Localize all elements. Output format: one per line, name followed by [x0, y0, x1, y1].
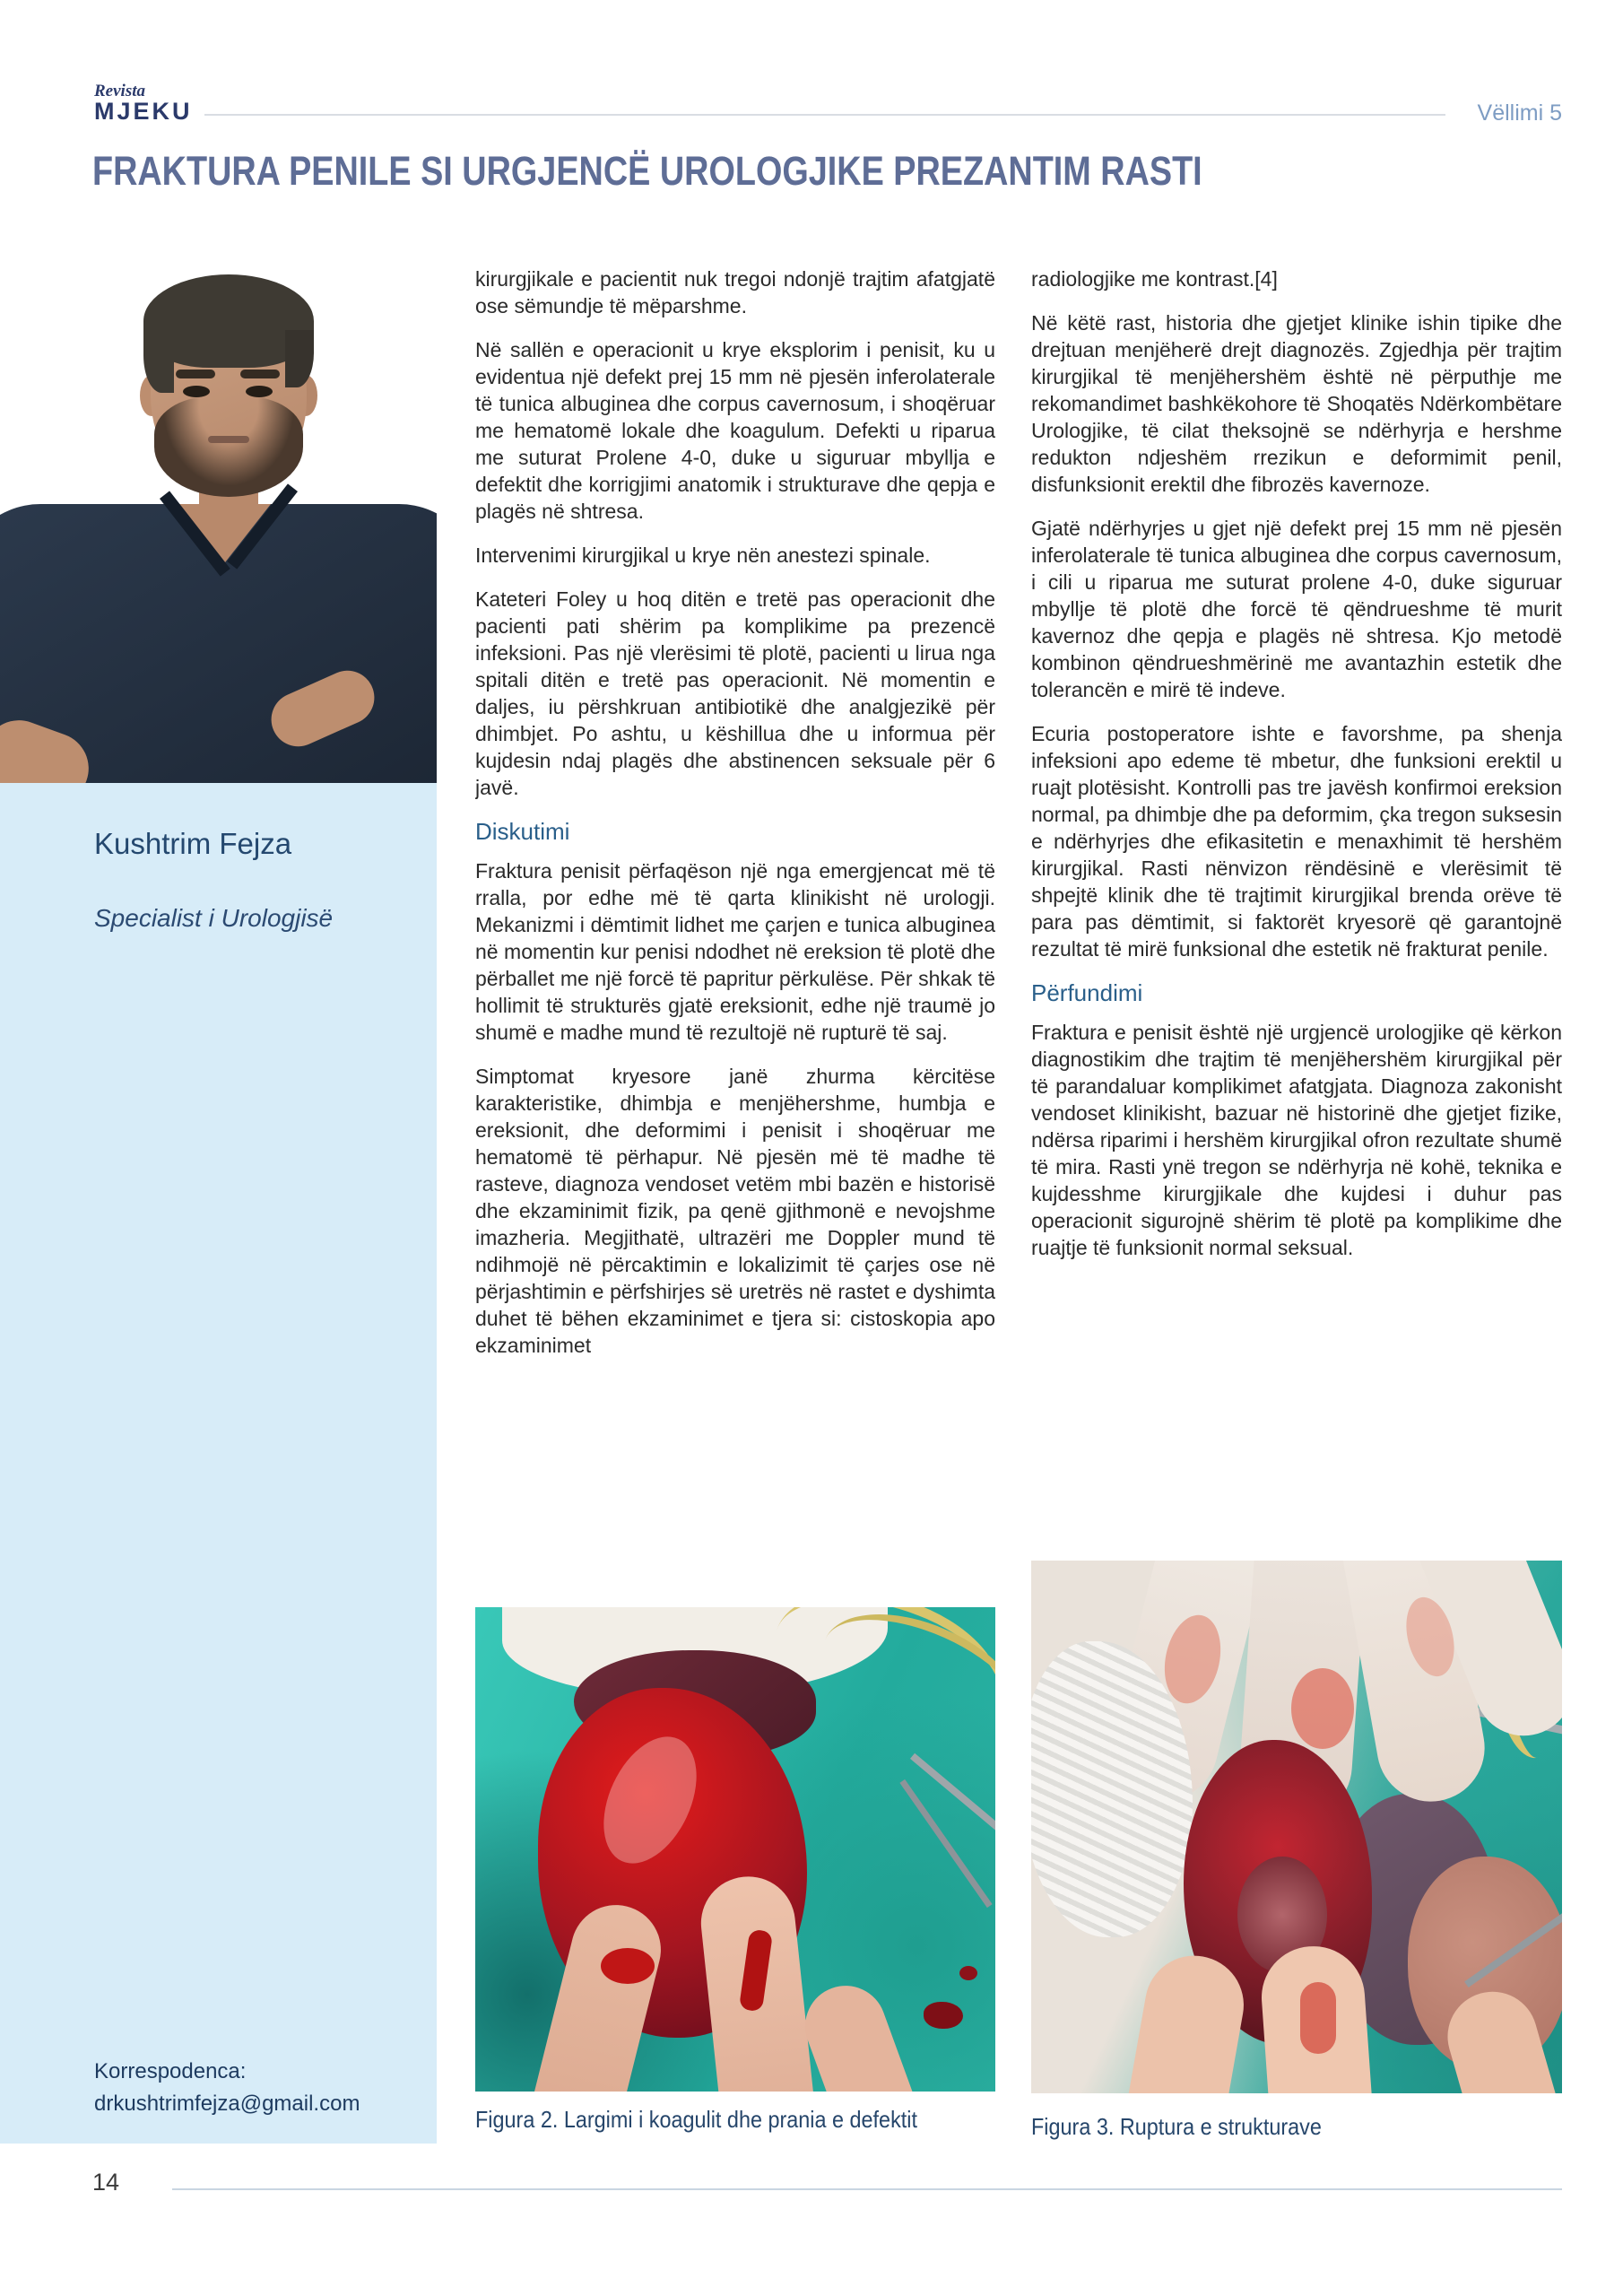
text-column-left: [475, 265, 995, 1598]
paragraph: Në këtë rast, historia dhe gjetjet klinike ishin tipike dhe drejtuan menjëherë drejt diagnozës. Zgjedhja për trajtim kirurgjikal të menjëhershëm është në përputhje me rekomandimet bashkëkohore të Shoqatës Ndërkombëtare Urologjike, të cilat theksojnë se ndërhyrja e hershme redukton ndjeshëm rrezikun e deformimit penil, disfunksionit erektil dhe fibrozës kavernoze.: [1031, 311, 1562, 496]
blood-clot: [959, 1966, 977, 1980]
blood-streak: [601, 1948, 655, 1984]
journal-logo-name: MJEKU: [94, 98, 193, 125]
blood-smudge: [1300, 1982, 1336, 2054]
photo-eye-right: [246, 386, 273, 397]
photo-eye-left: [183, 386, 210, 397]
volume-label: Vëllimi 5: [1477, 100, 1562, 126]
paragraph: Fraktura penisit përfaqëson një nga emergjencat më të rralla, por edhe më të qarta klinikisht në urologji. Mekanizmi i dëmtimit lidhet me çarjen e tunica albuginea në momentin kur penisi ndodhet në ereksion të plotë dhe përballet me një forcë të papritur përkulëse. Për shkak të hollimit të strukturës gjatë ereksionit, edhe një traumë jo shumë e madhe mund të rezultojë në rupturë të saj.: [475, 859, 995, 1044]
photo-brow-right: [240, 370, 280, 378]
journal-logo-script: Revista: [94, 82, 145, 100]
blood-smudge: [1291, 1668, 1354, 1749]
header-rule: [204, 114, 1445, 116]
section-heading-diskutimi: Diskutimi: [475, 818, 570, 845]
paragraph: Kateteri Foley u hoq ditën e tretë pas operacionit dhe pacienti pati shërim pa komplikime pa prezencë infeksioni. Pas një vlerësimi të plotë, pacienti u lirua nga spitali ditën e tretë pas operacionit. Në momentin e daljes, iu përshkruan antibiotikë dhe analgjezikë për dhimbjet. Po ashtu, u këshillua dhe u informua për kujdesin ndaj plagës dhe abstinencen seksuale për 6 javë.: [475, 587, 995, 799]
article-title: FRAKTURA PENILE SI URGJENCË UROLOGJIKE PREZANTIM RASTI: [92, 148, 1202, 194]
footer-rule: [172, 2188, 1562, 2190]
paragraph: Intervenimi kirurgjikal u krye nën anestezi spinale.: [475, 544, 931, 567]
correspondence-email: drkushtrimfejza@gmail.com: [94, 2092, 360, 2116]
paragraph: Ecuria postoperatore ishte e favorshme, pa shenja infeksioni apo edeme të mbetur, dhe funksioni erektil u ruajt plotësisht. Kontrolli pas tre javësh konfirmoi ereksion normal, pa dhimbje dhe pa deformim, çka tregon suksesin e ndërhyrjes dhe efikasitetin e menaxhimit të hershëm kirurgjikal. Rasti nënvizon rëndësinë e vlerësimit të shpejtë klinik dhe të trajtimit kirurgjikal brenda orëve të para pas dëmtimit, si faktorët kryesorë që garantojnë rezultat të mirë funksional dhe estetik në frakturat penile.: [1031, 722, 1562, 961]
figure-2-image: [475, 1607, 995, 2092]
sidebar-background: [0, 783, 437, 2144]
author-photo: [0, 260, 437, 783]
author-name: Kushtrim Fejza: [94, 827, 292, 860]
journal-logo: [94, 83, 193, 124]
figure-3-image: [1031, 1561, 1562, 2093]
author-role: Specialist i Urologjisë: [94, 904, 334, 932]
paragraph: Gjatë ndërhyrjes u gjet një defekt prej 15 mm në pjesën inferolaterale të tunica albuginea dhe corpus cavernosum, i cili u riparua me suturat prolene 4-0, duke siguruar mbyllje të plotë dhe forcë të qëndrueshme të murit kavernoz dhe qepja e plagës në shtresa. Kjo metodë kombinon qëndrueshmërinë me avantazhin estetik dhe tolerancën e mirë të indeve.: [1031, 517, 1562, 701]
correspondence-block: [94, 2056, 360, 2120]
figure-2-caption: Figura 2. Largimi i koagulit dhe prania e defektit: [475, 2106, 917, 2133]
photo-mouth: [208, 436, 249, 443]
paragraph: Në sallën e operacionit u krye eksplorim i penisit, ku u evidentua një defekt prej 15 mm në pjesën inferolaterale të tunica albuginea dhe corpus cavernosum, i shoqëruar me hematomë lokale dhe koagulum. Defekti u riparua me suturat Prolene 4-0, duke u siguruar mbyllja e defektit dhe korrigjimi anatomik i strukturave dhe qepja e plagës në shtresa.: [475, 338, 995, 523]
correspondence-label: Korrespodenca:: [94, 2059, 247, 2083]
page-number: 14: [92, 2169, 120, 2196]
paragraph: Simptomat kryesore janë zhurma kërcitëse karakteristike, dhimbja e menjëhershme, humbja e ereksionit, dhe deformimi i penisit i shoqëruar me hematomë të përhapur. Në pjesën më të madhe të rasteve, diagnoza vendoset vetëm mbi bazën e historisë dhe ekzaminimit fizik, pa qenë gjithmonë e nevojshme imazheria. Megjithatë, ultrazëri me Doppler mund të ndihmojë në përcaktimin e lokalizimit të çarjes ose në përjashtimin e përfshirjes së uretrës në rastet e dyshimta duhet të bëhen ekzaminimet e tjera si: cistoskopia apo ekzaminimet: [475, 1065, 995, 1357]
blood-clot: [924, 2002, 963, 2029]
section-heading-perfundimi: Përfundimi: [1031, 979, 1143, 1006]
text-column-right: [1031, 265, 1562, 1552]
photo-brow-left: [176, 370, 215, 378]
paragraph: kirurgjikale e pacientit nuk tregoi ndonjë trajtim afatgjatë ose sëmundje të mëparshme.: [475, 267, 995, 317]
figure-3-caption: Figura 3. Ruptura e strukturave: [1031, 2113, 1322, 2140]
photo-beard: [154, 396, 303, 497]
paragraph: radiologjike me kontrast.[4]: [1031, 267, 1278, 291]
paragraph: Fraktura e penisit është një urgjencë urologjike që kërkon diagnostikim dhe trajtim të menjëhershëm kirurgjikal për të parandaluar komplikimet afatgjata. Diagnoza zakonisht vendoset klinikisht, bazuar në historinë dhe gjetjet fizike, ndërsa riparimi i hershëm kirurgjikal ofron rezultate shumë të mira. Rasti ynë tregon se ndërhyrja në kohë, teknika e kujdesshme kirurgjikale dhe kujdesi i duhur pas operacionit sigurojnë shërim të plotë pa komplikime dhe ruajtje të funksionit normal seksual.: [1031, 1021, 1562, 1259]
